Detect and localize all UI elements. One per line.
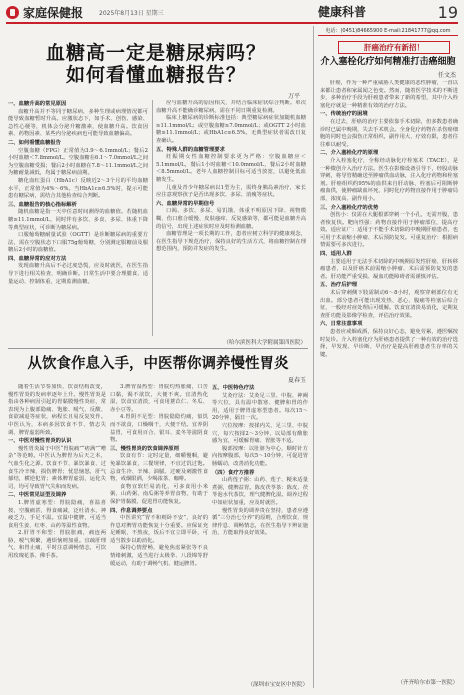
section-header bbox=[318, 0, 464, 22]
article1-credit: （哈尔滨医科大学附属第四医院） bbox=[223, 340, 306, 346]
paragraph: 食物宜软烂易消化，可多食用小米粥、山药粥、南瓜粥等养胃食物，有助于保护胃黏膜、促进胃功能恢复。 bbox=[110, 483, 208, 505]
paragraph: 3.脾胃湿热型：胃脘灼热胀痛，口苦口黏，渴不欲饮，大便不爽。宜清热化湿，饮食宜清淡，可食用薏苡仁、冬瓜、赤小豆等。 bbox=[110, 384, 208, 413]
paragraph: 口服葡萄糖耐量试验（OGTT）是诊断糖尿病的重要方法，需在空腹状态下口服75g葡萄糖，分别测定服糖前及服糖后2小时的血糖值。 bbox=[8, 232, 148, 254]
subheading: 二、中医常见证型及调养 bbox=[8, 492, 67, 499]
subheading: 三、血糖报告的核心指标解析 bbox=[8, 201, 77, 208]
paragraph: 保持心情舒畅，避免焦虑紧张等不良情绪刺激，适当进行太极拳、八段锦等舒缓运动，有助于调畅气机、健运脾胃。 bbox=[110, 545, 208, 567]
paragraph: 主要适用于无法手术切除的中晚期原发性肝癌、肝转移瘤患者，以及肝癌术前需缩小肿瘤、术后需预防复发的患者。肝功能严重受损、凝血功能障碍者需谨慎评估。 bbox=[320, 258, 458, 280]
subheading: 一、中医对慢性胃炎的认识 bbox=[8, 438, 72, 445]
paragraph: 糖化血红蛋白（HbA1c）反映近2～3个月的平均血糖水平，正常值为4%～6%。当HbA1c≥6.5%时，提示可能患有糖尿病，需结合其他检查综合判断。 bbox=[8, 177, 148, 200]
article1-title-line1: 血糖高一定是糖尿病吗？ bbox=[45, 42, 266, 64]
paragraph: 肝癌，作为一种严重威胁人类健康的恶性肿瘤，一直以来都让患者和家属闻之色变。然而，随着医学技术的不断进步，多种治疗手段为肝癌患者带来了新的希望，其中介入栓塞化疗就是一种精准有效的治疗方法。 bbox=[320, 80, 458, 109]
section-divider bbox=[8, 348, 308, 349]
paragraph: 腹部按摩：以肚脐为中心，顺时针方向按摩腹部，每次5～10分钟，可促进胃肠蠕动，改善消化功能。 bbox=[212, 445, 308, 467]
paragraph: 血糖升高并不等同于糖尿病，多种生理或病理情况都可能导致血糖暂时升高。应激状态下，如手术、创伤、感染、急性心梗等，机体会分泌升糖激素，使血糖升高。饮食因素、药物因素、某些内分泌疾病也可能导致血糖偏高。 bbox=[8, 108, 148, 138]
paper-logo-icon bbox=[6, 6, 19, 19]
article2-column-1 bbox=[8, 384, 106, 684]
paper-name: 家庭保健报 bbox=[23, 5, 84, 20]
subheading: 五、特殊人群的血糖管理要求 bbox=[156, 146, 225, 153]
paragraph: 1.脾胃虚寒型：胃脘隐痛，喜温喜按，空腹痛甚，得食痛减，泛吐清水，神疲乏力，手足不温。宜温中健脾，可适当食用生姜、红枣、山药等温性食物。 bbox=[8, 499, 106, 529]
paragraph: 艾灸疗法：艾灸足三里、中脘、神阙等穴位，具有温中散寒、健脾和胃的作用，适用于脾胃虚寒型患者。每次15～20分钟，隔日一次。 bbox=[212, 392, 308, 422]
subheading: 二、如何看懂血糖报告 bbox=[8, 139, 61, 146]
article3-title: 介入塞栓化疗如何精准打击癌细胞 bbox=[320, 57, 456, 67]
paragraph: 山药莲子粥：山药、莲子、粳米适量煮粥，健脾益胃。陈皮茯苓茶：陈皮、茯苓泡水代茶饮，理气健脾化湿。调养过程中如症状加重，应及时就医。 bbox=[212, 477, 308, 506]
paragraph: 随着生活节奏加快、饮食结构改变，慢性胃炎的发病率逐年上升。慢性胃炎是指由各种病因引起的胃黏膜慢性炎症，常表现为上腹部隐痛、饱胀、嗳气、反酸、食欲减退等症状，病程长且易反复发作。中医认为，本病多因饮食不节、情志失调、脾胃虚弱所致。 bbox=[8, 384, 106, 436]
section-title: 健康科普 bbox=[318, 5, 367, 19]
article1-author: 万平 bbox=[287, 93, 300, 100]
paragraph: 慢性胃炎属于中医“胃脘痛”“痞满”“嘈杂”等范畴。中医认为脾胃为后天之本，气血生化之源。饮食不节、暴饮暴食、过食生冷辛辣，损伤脾胃；忧思恼怒，肝气郁结，横逆犯胃；素体脾胃虚弱，运化失司，均可导致胃气失和而发病。 bbox=[8, 445, 106, 490]
paragraph: 患者应戒烟戒酒，保持良好心态，避免劳累，遵医嘱按时复诊。介入栓塞化疗为肝癌患者提供了一种有效的治疗选择，早发现、早诊断、早治疗是提高肝癌患者生存率的关键。 bbox=[320, 329, 458, 358]
subheading: 三、慢性胃炎的饮食调养原则 bbox=[110, 445, 179, 452]
contact-line: 电话：(0451)84665900 E-mail:21841777@qq.com bbox=[318, 25, 458, 36]
subheading: 一、血糖升高的常见原因 bbox=[8, 101, 67, 107]
article2-column-3 bbox=[212, 384, 308, 676]
article2-title: 从饮食作息入手，中医帮你调养慢性胃炎 bbox=[27, 355, 289, 372]
paragraph: 创伤小：仅需在大腿根部穿刺一个小孔，无需开腹，患者恢复快。靶向性强：药物直接作用于肿瘤部位，提高疗效。适应证广：适用于不能手术切除的中晚期肝癌患者，也可用于术前缩小肿瘤、术后预防复发。可重复治疗：根据病情需要可多次进行。 bbox=[320, 212, 458, 249]
article1-title-line2: 如何看懂血糖报告？ bbox=[65, 64, 246, 86]
masthead bbox=[6, 3, 306, 21]
paragraph: 儿童及青少年糖尿病以1型为主，需终身胰岛素治疗，家长应注意观察孩子是否出现多饮、多尿、消瘦等症状。 bbox=[156, 184, 306, 199]
article3-credit: （齐齐哈尔市第一医院） bbox=[397, 680, 458, 686]
header-rule bbox=[6, 22, 458, 24]
paragraph: 妊娠期女性血糖控制要求更为严格：空腹血糖应＜5.1mmol/L，餐后1小时血糖＜10.0mmol/L，餐后2小时血糖＜8.5mmol/L。老年人血糖控制目标可适当放宽，以避免低血糖发生。 bbox=[156, 154, 306, 183]
paragraph: 4.胃阴不足型：胃脘隐隐灼痛，似饥而不欲食，口燥咽干，大便干结。宜养阴益胃，可食用百合、银耳、麦冬等滋阴食物。 bbox=[110, 414, 208, 444]
paragraph: 术后穿刺侧下肢需制动6～8小时，观察穿刺部位有无出血。部分患者可能出现发热、恶心、腹痛等栓塞后综合征，一般经对症处理后可缓解。饮食宜清淡易消化，定期复查肝功能及影像学检查，评估治疗效果。 bbox=[320, 290, 458, 319]
paragraph: 在过去，肝癌的治疗主要依靠手术切除，但多数患者确诊时已属中晚期，失去手术机会。全身化疗药物在杀伤癌细胞的同时也会损伤正常组织，副作用大、疗效有限，患者往往难以耐受。 bbox=[320, 118, 458, 148]
paragraph: 临床上糖尿病的诊断标准包括：典型糖尿病症状加随机血糖≥11.1mmol/L；或空腹血糖≥7.0mmol/L；或OGTT 2小时血糖≥11.1mmol/L；或HbA1c≥6.5%。无典型症状者需改日复查确认。 bbox=[156, 115, 306, 144]
subheading: 四、作息调养要点 bbox=[110, 507, 153, 514]
article2-author: 夏春玉 bbox=[287, 377, 306, 384]
subheading: 四、适用人群 bbox=[320, 251, 352, 258]
subheading: 六、血糖异常的早期信号 bbox=[156, 200, 215, 207]
paragraph: 发现血糖升高后不必过度恐慌，应及时就医，在医生指导下进行相关检查，明确诊断。日常生活中要合理膳食、适量运动、控制体重，定期监测血糖。 bbox=[8, 263, 148, 285]
paragraph: 2.肝胃不和型：胃脘胀痛，痛连两胁，嗳气频繁，遇烦恼则加重。宜疏肝理气、和胃止痛，平时注意调畅情志，可饮用玫瑰花茶、佛手茶。 bbox=[8, 530, 106, 560]
issue-date: 2025年8月13日 星期三 bbox=[99, 9, 164, 17]
article3-kicker: 肝癌治疗有新招！ bbox=[338, 41, 450, 54]
paragraph: 慢性胃炎的调养贵在坚持，患者应遵循“三分治七分养”的原则，合理饮食、规律作息、调畅情志，在医生指导下辨证施治，方能取得良好效果。 bbox=[212, 507, 308, 537]
article3-author: 任文杰 bbox=[437, 72, 456, 79]
page-number: 19 bbox=[437, 3, 458, 22]
article2-column-2 bbox=[110, 384, 208, 684]
subheading: 五、中医特色疗法 bbox=[212, 385, 255, 391]
subheading: 三、介入塞栓化疗的优势 bbox=[320, 204, 379, 211]
paragraph: 饮食有节：定时定量，细嚼慢咽，避免暴饮暴食，三餐规律，不宜过饥过饱。忌食生冷、辛辣、油腻、过硬及刺激性食物，戒烟限酒，少喝浓茶、咖啡。 bbox=[110, 453, 208, 483]
paragraph: 中医讲究“胃不和则卧不安”，良好的作息对脾胃功能恢复十分重要。应保证充足睡眠，不熬夜，饭后不宜立即平卧，可适当散步以助消化。 bbox=[110, 515, 208, 544]
paragraph: 应与血糖升高的原因相关，并结合临床症状综合判断。单次血糖升高不能确诊糖尿病，需在不同日期重复检测。 bbox=[156, 100, 306, 114]
paragraph: 血糖管理是一项长期的工作，患者应树立科学的健康观念，在医生指导下规范治疗，保持良好的生活方式，将血糖控制在理想范围内，预防并发症的发生。 bbox=[156, 231, 306, 253]
subheading: 四、血糖异常的应对方法 bbox=[8, 255, 67, 262]
paragraph: 空腹血糖（FPG）正常值为3.9～6.1mmol/L；餐后2小时血糖＜7.8mmol/L。空腹血糖在6.1～7.0mmol/L之间为空腹血糖受损；餐后2小时血糖在7.8～11.1mmol/L之间为糖耐量减低，均属于糖尿病前期。 bbox=[8, 147, 148, 177]
subheading: 二、介入塞栓化疗的原理 bbox=[320, 150, 379, 157]
column-divider bbox=[152, 100, 153, 336]
subheading: 五、治疗后护理 bbox=[320, 282, 358, 289]
paragraph: 穴位按摩：按揉内关、足三里、中脘穴，每穴按揉2～3分钟，以局部有酸胀感为宜，可缓解胃痛、胃胀等不适。 bbox=[212, 422, 308, 445]
article3-column bbox=[320, 80, 458, 674]
paragraph: 口渴、多饮、多尿、易饥饿、体重不明原因下降、视物模糊、伤口愈合缓慢、皮肤瘙痒、反复感染等，都可能是血糖升高的信号，出现上述症状时应及时检测血糖。 bbox=[156, 208, 306, 230]
subheading: 六、日常注意事项 bbox=[320, 321, 363, 328]
paragraph: 随机血糖是指一天中任意时间测得的血糖值。若随机血糖≥11.1mmol/L，同时伴有多饮、多食、多尿、体重下降等典型症状，可诊断为糖尿病。 bbox=[8, 209, 148, 231]
article2-credit: （深圳市宝安区中医院） bbox=[247, 682, 308, 688]
paragraph: 介入栓塞化疗，全称经动脉化疗栓塞术（TACE），是一种微创介入治疗方法。医生在影像设备引导下，经股动脉穿刺，将导管精确送至肿瘤供血动脉，注入化疗药物和栓塞剂。肝癌组织约95%的血供来自肝动脉，栓塞后可阻断肿瘤血供，使肿瘤缺血坏死，同时化疗药物直接作用于肿瘤局部，浓度高、副作用小。 bbox=[320, 157, 458, 202]
subheading: （四）食疗方推荐 bbox=[212, 469, 255, 476]
article1-column-1 bbox=[8, 100, 148, 336]
article1-column-2 bbox=[156, 100, 306, 336]
page-divider bbox=[313, 26, 314, 688]
subheading: 一、传统治疗的困境 bbox=[320, 111, 368, 118]
